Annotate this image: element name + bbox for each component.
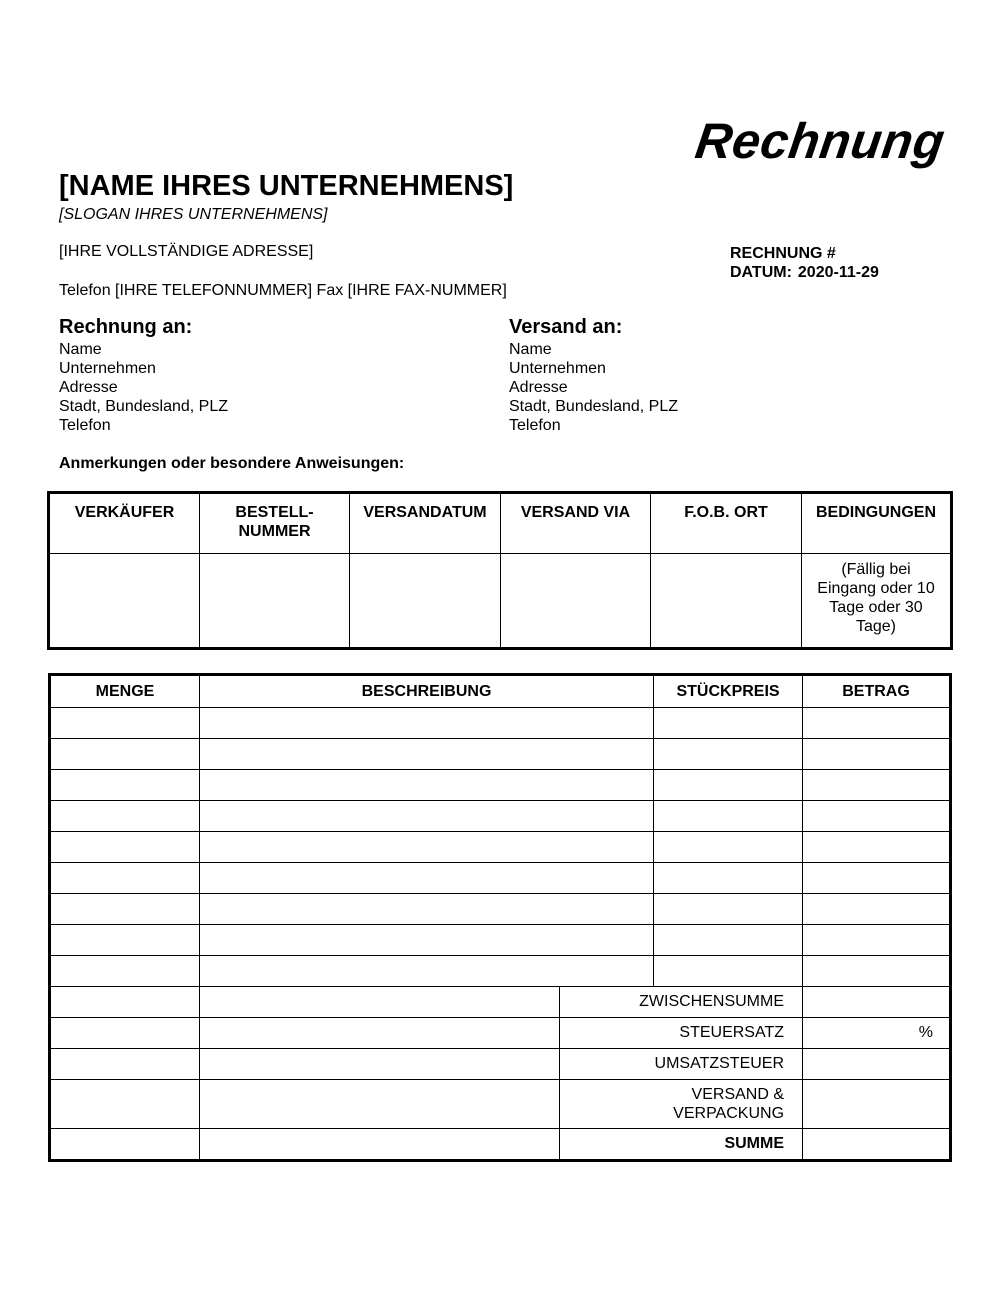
cell-quantity[interactable] bbox=[50, 832, 200, 863]
totals-left-cell bbox=[50, 987, 200, 1018]
cell-description[interactable] bbox=[200, 832, 654, 863]
cell-ship-via[interactable] bbox=[501, 554, 651, 649]
cell-quantity[interactable] bbox=[50, 925, 200, 956]
item-row bbox=[50, 832, 951, 863]
cell-unit-price[interactable] bbox=[654, 770, 803, 801]
invoice-date-value: 2020-11-29 bbox=[797, 264, 879, 281]
cell-amount[interactable] bbox=[803, 832, 951, 863]
cell-quantity[interactable] bbox=[50, 739, 200, 770]
shipping-handling-label-line2: VERPACKUNG bbox=[673, 1105, 785, 1122]
shipping-header-row bbox=[49, 493, 952, 554]
cell-terms[interactable] bbox=[802, 554, 952, 649]
cell-quantity[interactable] bbox=[50, 894, 200, 925]
item-row bbox=[50, 925, 951, 956]
totals-mid-cell bbox=[200, 1129, 560, 1161]
shipping-data-row bbox=[49, 554, 952, 649]
cell-unit-price[interactable] bbox=[654, 708, 803, 739]
col-header-fob: F.O.B. ORT bbox=[651, 493, 802, 554]
sales-tax-label: UMSATZSTEUER bbox=[560, 1049, 803, 1080]
cell-quantity[interactable] bbox=[50, 956, 200, 987]
shipping-handling-label-line1: VERSAND & bbox=[691, 1086, 785, 1103]
cell-amount[interactable] bbox=[803, 708, 951, 739]
totals-mid-cell bbox=[200, 987, 560, 1018]
totals-mid-cell bbox=[200, 1080, 560, 1129]
company-name: [NAME IHRES UNTERNEHMENS] bbox=[59, 170, 514, 202]
cell-description[interactable] bbox=[200, 925, 654, 956]
col-header-unit-price: STÜCKPREIS bbox=[654, 675, 803, 708]
shipping-handling-label bbox=[560, 1080, 803, 1129]
cell-fob[interactable] bbox=[651, 554, 802, 649]
cell-unit-price[interactable] bbox=[654, 925, 803, 956]
item-row bbox=[50, 770, 951, 801]
item-row bbox=[50, 739, 951, 770]
cell-quantity[interactable] bbox=[50, 801, 200, 832]
bill-to-city: Stadt, Bundesland, PLZ bbox=[59, 398, 228, 415]
cell-quantity[interactable] bbox=[50, 708, 200, 739]
document-title: Rechnung bbox=[691, 113, 948, 169]
cell-unit-price[interactable] bbox=[654, 832, 803, 863]
item-row bbox=[50, 863, 951, 894]
cell-unit-price[interactable] bbox=[654, 863, 803, 894]
cell-description[interactable] bbox=[200, 894, 654, 925]
cell-amount[interactable] bbox=[803, 863, 951, 894]
sales-tax-row bbox=[50, 1049, 951, 1080]
cell-description[interactable] bbox=[200, 956, 654, 987]
col-header-order-number bbox=[200, 493, 350, 554]
ship-to-block bbox=[509, 318, 678, 435]
shipping-handling-value[interactable] bbox=[803, 1080, 951, 1129]
bill-to-block bbox=[59, 318, 228, 435]
col-header-ship-date: VERSANDATUM bbox=[350, 493, 501, 554]
subtotal-row bbox=[50, 987, 951, 1018]
total-label: SUMME bbox=[560, 1129, 803, 1161]
cell-unit-price[interactable] bbox=[654, 956, 803, 987]
cell-description[interactable] bbox=[200, 708, 654, 739]
subtotal-value[interactable] bbox=[803, 987, 951, 1018]
item-row bbox=[50, 894, 951, 925]
tax-rate-label: STEUERSATZ bbox=[560, 1018, 803, 1049]
bill-to-address: Adresse bbox=[59, 379, 118, 396]
totals-left-cell bbox=[50, 1049, 200, 1080]
bill-to-heading: Rechnung an: bbox=[59, 316, 193, 338]
totals-mid-cell bbox=[200, 1049, 560, 1080]
total-row bbox=[50, 1129, 951, 1161]
cell-unit-price[interactable] bbox=[654, 801, 803, 832]
item-row bbox=[50, 708, 951, 739]
terms-text: (Fällig bei Eingang oder 10 Tage oder 30 Tage) bbox=[817, 561, 935, 635]
col-header-terms: BEDINGUNGEN bbox=[802, 493, 952, 554]
totals-mid-cell bbox=[200, 1018, 560, 1049]
shipping-handling-row bbox=[50, 1080, 951, 1129]
tax-rate-row bbox=[50, 1018, 951, 1049]
tax-rate-value[interactable]: % bbox=[803, 1018, 951, 1049]
notes-label: Anmerkungen oder besondere Anweisungen: bbox=[59, 455, 405, 472]
cell-unit-price[interactable] bbox=[654, 894, 803, 925]
col-header-quantity: MENGE bbox=[50, 675, 200, 708]
company-slogan: [SLOGAN IHRES UNTERNEHMENS] bbox=[59, 206, 328, 223]
cell-amount[interactable] bbox=[803, 739, 951, 770]
item-row bbox=[50, 801, 951, 832]
cell-amount[interactable] bbox=[803, 894, 951, 925]
cell-ship-date[interactable] bbox=[350, 554, 501, 649]
ship-to-heading: Versand an: bbox=[509, 316, 623, 338]
shipping-info-table bbox=[47, 491, 953, 650]
items-header-row bbox=[50, 675, 951, 708]
cell-quantity[interactable] bbox=[50, 863, 200, 894]
cell-order-number[interactable] bbox=[200, 554, 350, 649]
subtotal-label: ZWISCHENSUMME bbox=[560, 987, 803, 1018]
totals-left-cell bbox=[50, 1129, 200, 1161]
company-address: [IHRE VOLLSTÄNDIGE ADRESSE] bbox=[59, 243, 314, 260]
ship-to-address: Adresse bbox=[509, 379, 568, 396]
col-header-amount: BETRAG bbox=[803, 675, 951, 708]
ship-to-phone: Telefon bbox=[509, 417, 561, 434]
bill-to-name: Name bbox=[59, 341, 102, 358]
total-value[interactable] bbox=[803, 1129, 951, 1161]
ship-to-company: Unternehmen bbox=[509, 360, 606, 377]
invoice-number-label: RECHNUNG # bbox=[730, 245, 836, 262]
cell-amount[interactable] bbox=[803, 801, 951, 832]
totals-left-cell bbox=[50, 1080, 200, 1129]
col-header-seller: VERKÄUFER bbox=[49, 493, 200, 554]
col-header-description: BESCHREIBUNG bbox=[200, 675, 654, 708]
cell-amount[interactable] bbox=[803, 770, 951, 801]
company-contact: Telefon [IHRE TELEFONNUMMER] Fax [IHRE FAX-NUMMER] bbox=[59, 282, 507, 299]
bill-to-phone: Telefon bbox=[59, 417, 111, 434]
invoice-date bbox=[730, 263, 879, 282]
cell-amount[interactable] bbox=[803, 956, 951, 987]
order-number-header-text: BESTELL- NUMMER bbox=[235, 504, 314, 540]
invoice-meta bbox=[730, 244, 879, 282]
cell-description[interactable] bbox=[200, 863, 654, 894]
cell-seller[interactable] bbox=[49, 554, 200, 649]
col-header-ship-via: VERSAND VIA bbox=[501, 493, 651, 554]
cell-unit-price[interactable] bbox=[654, 739, 803, 770]
cell-description[interactable] bbox=[200, 770, 654, 801]
cell-amount[interactable] bbox=[803, 925, 951, 956]
bill-to-company: Unternehmen bbox=[59, 360, 156, 377]
cell-quantity[interactable] bbox=[50, 770, 200, 801]
ship-to-name: Name bbox=[509, 341, 552, 358]
invoice-date-label: DATUM: bbox=[730, 264, 792, 281]
ship-to-city: Stadt, Bundesland, PLZ bbox=[509, 398, 678, 415]
totals-left-cell bbox=[50, 1018, 200, 1049]
cell-description[interactable] bbox=[200, 801, 654, 832]
line-items-table bbox=[48, 673, 952, 1162]
cell-description[interactable] bbox=[200, 739, 654, 770]
sales-tax-value[interactable] bbox=[803, 1049, 951, 1080]
item-row bbox=[50, 956, 951, 987]
